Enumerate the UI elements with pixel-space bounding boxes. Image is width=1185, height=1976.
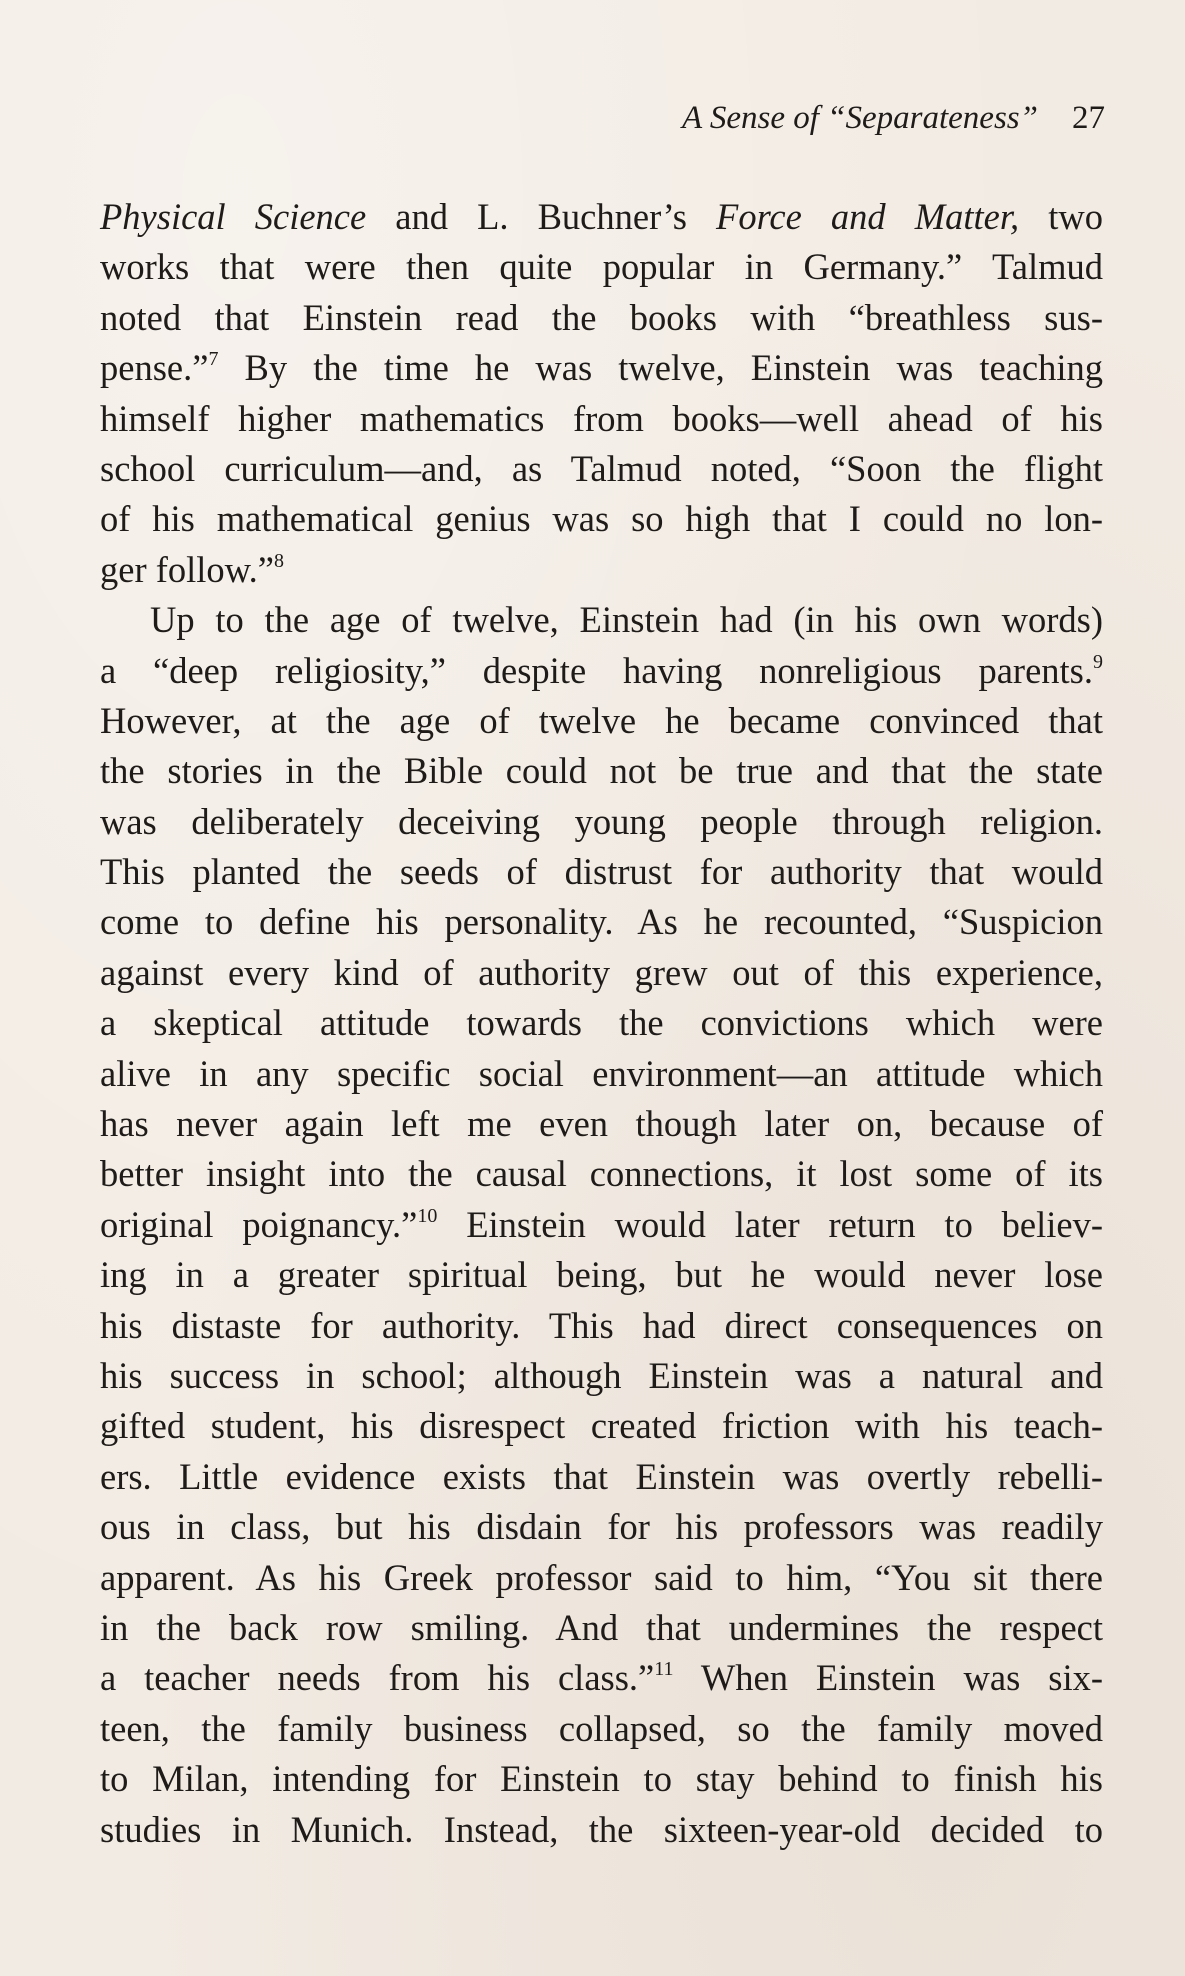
- text-line: [100, 1603, 1103, 1653]
- text-line: [100, 394, 1103, 444]
- text-run: himself higher mathematics from books—well ahead of his: [100, 397, 1103, 439]
- text-line: [100, 1250, 1103, 1300]
- text-run: and L. Buchner’s: [366, 196, 717, 237]
- running-head-title: A Sense of “Separateness”: [682, 100, 1038, 136]
- text-run: Einstein would later return to believ-: [437, 1203, 1104, 1245]
- text-run: was deliberately deceiving young people through religion.: [100, 800, 1103, 842]
- text-run: of his mathematical genius was so high that I could no lon-: [100, 498, 1103, 540]
- text-run: alive in any specific social environment—an attitude which: [100, 1052, 1103, 1094]
- text-line: [100, 1149, 1103, 1199]
- text-run: a teacher needs from his class.”: [100, 1657, 655, 1699]
- text-line: [100, 1502, 1103, 1552]
- text-line: [100, 998, 1103, 1048]
- text-line: [100, 1704, 1103, 1754]
- italic-title: Force and Matter,: [716, 196, 1020, 237]
- footnote-marker: 9: [1093, 650, 1103, 673]
- footnote-marker: 10: [417, 1204, 438, 1227]
- text-line: [100, 1351, 1103, 1401]
- body-text: [100, 192, 1103, 1855]
- footnote-marker: 7: [208, 348, 219, 371]
- text-line: [100, 494, 1103, 544]
- text-line: [100, 847, 1103, 897]
- text-run: teen, the family business collapsed, so the family moved: [100, 1707, 1103, 1749]
- text-run: apparent. As his Greek professor said to him, “You sit there: [100, 1556, 1103, 1598]
- text-run: When Einstein was six-: [673, 1657, 1103, 1699]
- text-run: has never again left me even though later on, because of: [100, 1103, 1103, 1145]
- text-line: [100, 1301, 1103, 1351]
- text-run: in the back row smiling. And that undermines the respect: [100, 1606, 1103, 1648]
- text-line: [100, 696, 1103, 746]
- footnote-marker: 11: [654, 1658, 674, 1681]
- text-run: come to define his personality. As he recounted, “Suspicion: [100, 901, 1103, 943]
- text-run: pense.”: [100, 347, 209, 389]
- page-number: 27: [1072, 100, 1105, 136]
- text-run: the stories in the Bible could not be true and that the state: [100, 750, 1103, 792]
- text-line: [100, 192, 1103, 242]
- text-run: to Milan, intending for Einstein to stay behind to finish his: [100, 1758, 1103, 1800]
- text-run: studies in Munich. Instead, the sixteen-year-old decided to: [100, 1808, 1103, 1850]
- text-run: a skeptical attitude towards the convictions which were: [100, 1002, 1103, 1044]
- text-run: ous in class, but his disdain for his professors was readily: [100, 1506, 1103, 1548]
- text-line: [100, 1401, 1103, 1451]
- text-run: better insight into the causal connections, it lost some of its: [100, 1153, 1103, 1195]
- text-run: However, at the age of twelve he became convinced that: [100, 699, 1103, 741]
- text-run: gifted student, his disrespect created friction with his teach-: [100, 1405, 1103, 1447]
- text-line: [100, 948, 1103, 998]
- text-run: original poignancy.”: [100, 1203, 418, 1245]
- text-line: [100, 293, 1103, 343]
- text-line: [100, 545, 1103, 595]
- text-line: [100, 1099, 1103, 1149]
- running-head: [682, 98, 1105, 138]
- text-run: his distaste for authority. This had direct consequences on: [100, 1304, 1103, 1346]
- text-line: [100, 242, 1103, 292]
- text-run: two: [1019, 196, 1104, 237]
- text-run: a “deep religiosity,” despite having nonreligious parents.: [100, 649, 1093, 691]
- text-line: [100, 1653, 1103, 1703]
- text-line: [100, 1452, 1103, 1502]
- text-line: [100, 1805, 1103, 1855]
- text-line: [100, 1200, 1103, 1250]
- footnote-marker: 8: [273, 549, 284, 572]
- italic-title: Physical Science: [100, 196, 367, 237]
- text-run: ger follow.”: [100, 548, 274, 590]
- text-run: against every kind of authority grew out of this experience,: [100, 951, 1103, 993]
- text-run: noted that Einstein read the books with “breathless sus-: [100, 296, 1103, 338]
- text-line: [100, 1553, 1103, 1603]
- text-run: ers. Little evidence exists that Einstein was overtly rebelli-: [100, 1455, 1103, 1497]
- text-run: By the time he was twelve, Einstein was teaching: [218, 347, 1103, 389]
- text-run: his success in school; although Einstein was a natural and: [100, 1354, 1103, 1396]
- text-line: [100, 646, 1103, 696]
- text-line: [100, 897, 1103, 947]
- text-line: [100, 746, 1103, 796]
- text-run: ing in a greater spiritual being, but he would never lose: [100, 1254, 1103, 1296]
- text-line: [100, 1754, 1103, 1804]
- text-line: [100, 444, 1103, 494]
- text-run: Up to the age of twelve, Einstein had (in his own words): [150, 599, 1103, 641]
- text-line: [100, 797, 1103, 847]
- text-run: works that were then quite popular in Germany.” Talmud: [100, 246, 1103, 288]
- text-line: [100, 343, 1103, 393]
- text-line: [100, 1049, 1103, 1099]
- text-line: [100, 595, 1103, 645]
- text-run: school curriculum—and, as Talmud noted, “Soon the flight: [100, 447, 1103, 489]
- text-run: This planted the seeds of distrust for authority that would: [100, 851, 1103, 893]
